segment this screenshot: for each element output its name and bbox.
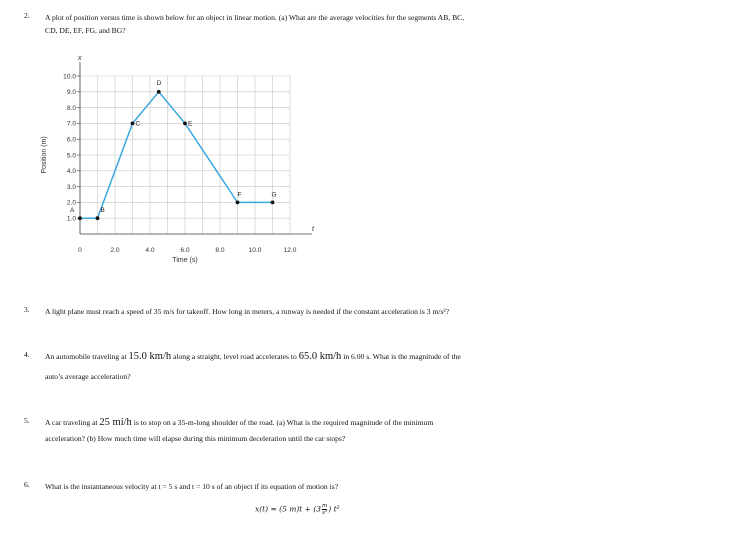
y-tick-label: 2.0 [66, 199, 76, 207]
point-a [78, 216, 82, 220]
point-g [271, 201, 275, 205]
y-tick-label: 1.0 [66, 215, 76, 223]
point-f [236, 201, 240, 205]
formula-left: x(t) = (5 m)t + (3 [255, 504, 322, 514]
q5-speed: 25 mi/h [99, 417, 132, 428]
x-tick-label: 12.0 [283, 247, 297, 254]
question-5-line-2: acceleration? (b) How much time will elapse during this minimum deceleration until the car stops? [45, 434, 346, 443]
x-tick-label: 4.0 [145, 247, 155, 254]
question-2-number: 2. [24, 11, 30, 20]
question-2-line-1: A plot of position versus time is shown below for an object in linear motion. (a) What are the average velocities for the segments AB, BC, [45, 13, 465, 22]
point-c [131, 122, 135, 126]
q5-text-a: A car traveling at [45, 418, 98, 427]
point-b [96, 216, 100, 220]
chart-ticks [63, 73, 297, 254]
x-axis-title: Time (s) [172, 257, 198, 264]
q4-text-c: in 6.00 s. What is the magnitude of the [343, 352, 461, 361]
question-5-line-1 [45, 416, 433, 430]
point-label-b: B [100, 207, 105, 215]
q4-text-b: along a straight, level road accelerates to [173, 352, 297, 361]
question-3-text: A light plane must reach a speed of 35 m/s for takeoff. How long in meters, a runway is needed if the constant acceleration is 3 m/s²? [45, 307, 450, 316]
question-6-number: 6. [24, 480, 30, 489]
q4-speed-initial: 15.0 km/h [128, 351, 172, 362]
x-axis-symbol: t [312, 226, 314, 233]
x-tick-label: 8.0 [215, 247, 225, 254]
equation-of-motion [255, 503, 340, 516]
q4-text-a: An automobile traveling at [45, 352, 127, 361]
y-axis-symbol: x [78, 55, 82, 62]
question-6-text: What is the instantaneous velocity at t = 5 s and t = 10 s of an object if its equation of motion is? [45, 482, 339, 491]
point-label-d: D [156, 79, 162, 87]
position-time-chart [36, 52, 326, 292]
formula-fraction [322, 503, 327, 516]
question-5-number: 5. [24, 416, 30, 425]
q4-speed-final: 65.0 km/h [298, 351, 342, 362]
x-tick-label: 6.0 [180, 247, 190, 254]
question-4-line-1 [45, 350, 461, 364]
question-4-number: 4. [24, 350, 30, 359]
x-tick-label: 10.0 [248, 247, 262, 254]
y-tick-label: 8.0 [66, 104, 76, 112]
y-axis-title: Position (m) [41, 136, 48, 174]
point-label-e: E [188, 120, 193, 128]
x-tick-label: 2.0 [110, 247, 120, 254]
question-3-number: 3. [24, 305, 30, 314]
formula-right: ) t² [328, 504, 340, 514]
y-tick-label: 6.0 [66, 136, 76, 144]
y-tick-label: 3.0 [66, 183, 76, 191]
chart-points [70, 80, 277, 220]
formula-fraction-numerator: m [322, 503, 328, 509]
question-4-line-2: auto’s average acceleration? [45, 372, 131, 381]
y-tick-label: 5.0 [66, 152, 76, 160]
x-tick-label: 0 [78, 247, 82, 254]
point-e [183, 122, 187, 126]
y-tick-label: 9.0 [66, 89, 76, 97]
formula-fraction-denominator: s² [322, 510, 328, 516]
chart-grid [80, 76, 290, 234]
y-tick-label: 4.0 [66, 168, 76, 176]
q5-text-b: is to stop on a 35-m-long shoulder of the road. (a) What is the required magnitude of the minimum [133, 418, 434, 427]
y-tick-label: 10.0 [63, 73, 76, 81]
point-label-f: F [237, 191, 242, 199]
y-tick-label: 7.0 [66, 120, 76, 128]
point-label-a: A [70, 207, 75, 215]
point-label-g: G [271, 191, 277, 199]
point-label-c: C [135, 120, 141, 128]
question-2-line-2: CD, DE, EF, FG, and BG? [45, 26, 126, 35]
point-d [157, 90, 161, 94]
